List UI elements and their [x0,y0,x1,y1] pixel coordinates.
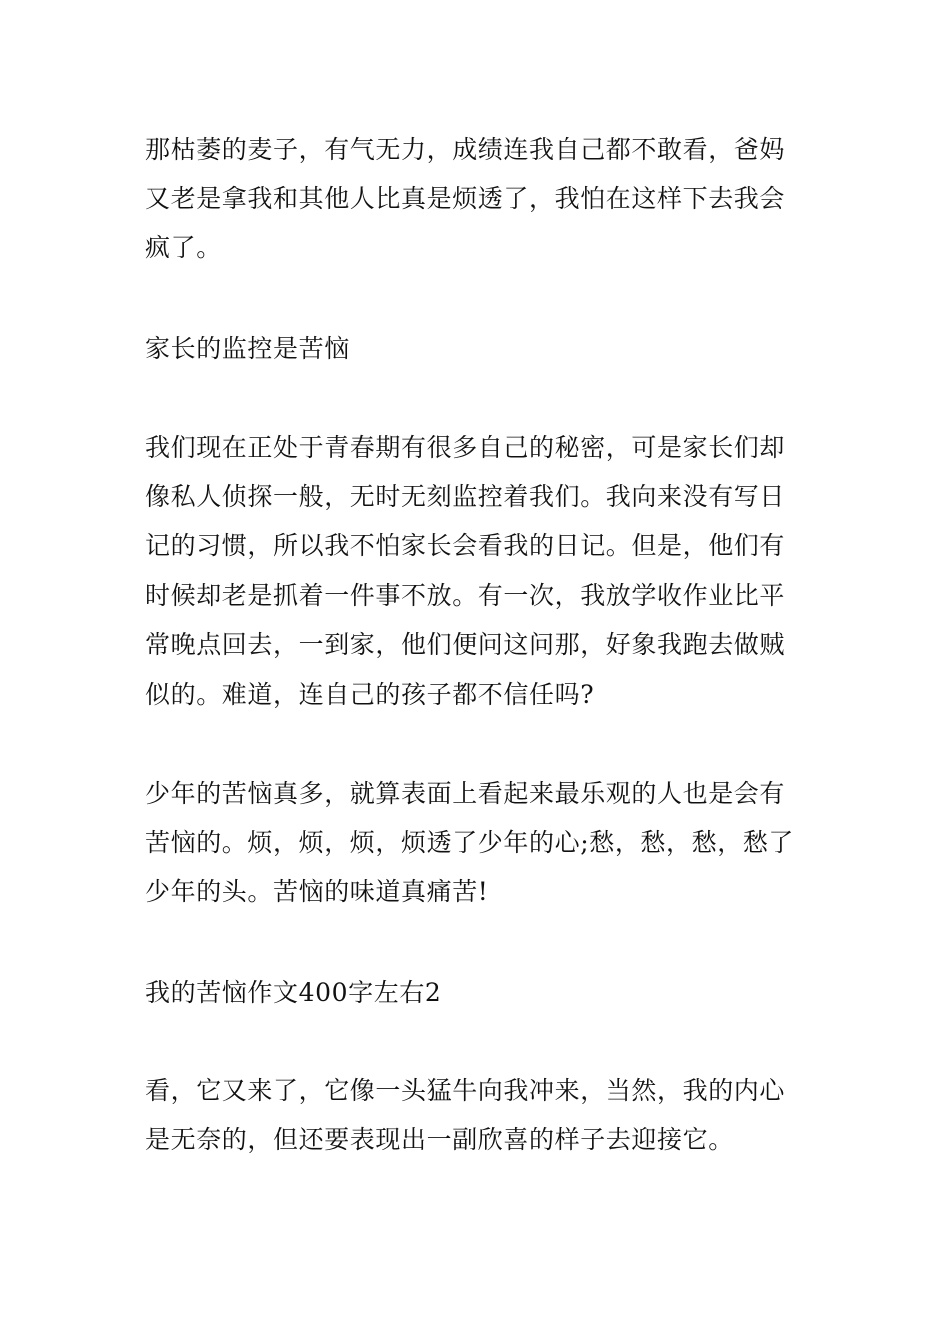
paragraph-line: 常晚点回去，一到家，他们便问这问那，好象我跑去做贼 [145,630,786,659]
paragraph-line: 少年的苦恼真多，就算表面上看起来最乐观的人也是会有 [145,779,786,808]
paragraph-line: 又老是拿我和其他人比真是烦透了，我怕在这样下去我会 [145,184,786,213]
section-heading: 我的苦恼作文400字左右2 [145,978,442,1007]
paragraph-line: 看，它又来了，它像一头猛牛向我冲来，当然，我的内心 [145,1076,786,1105]
paragraph-line: 是无奈的，但还要表现出一副欣喜的样子去迎接它。 [145,1125,734,1154]
paragraph-line: 苦恼的。烦，烦，烦，烦透了少年的心;愁，愁，愁，愁了 [145,828,795,857]
paragraph-line: 时候却老是抓着一件事不放。有一次，我放学收作业比平 [145,581,786,610]
paragraph-line: 似的。难道，连自己的孩子都不信任吗? [145,680,595,709]
paragraph-line: 我们现在正处于青春期有很多自己的秘密，可是家长们却 [145,433,786,462]
paragraph-line: 少年的头。苦恼的味道真痛苦! [145,877,489,906]
section-heading: 家长的监控是苦恼 [145,334,350,363]
paragraph-line: 记的习惯，所以我不怕家长会看我的日记。但是，他们有 [145,531,786,560]
paragraph-line: 那枯萎的麦子，有气无力，成绩连我自己都不敢看，爸妈 [145,135,786,164]
paragraph-line: 像私人侦探一般，无时无刻监控着我们。我向来没有写日 [145,482,786,511]
paragraph-line: 疯了。 [145,233,222,262]
